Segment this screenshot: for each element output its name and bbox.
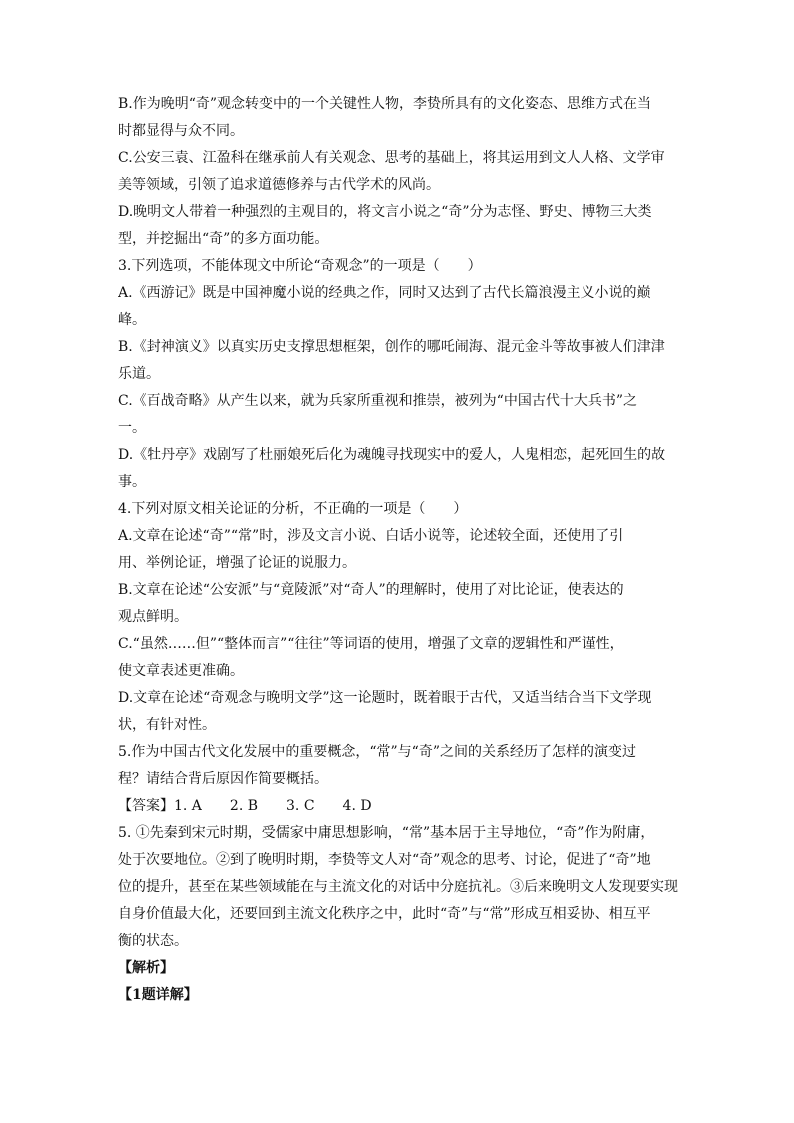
answer-line: 5. ①先秦到宋元时期，受儒家中庸思想影响，“常”基本居于主导地位，“奇”作为附庸， (118, 825, 655, 841)
question-3-stem: 3.下列选项，不能体现文中所论“奇观念”的一项是（ ） (118, 258, 482, 274)
q1-detail-heading: 【1题详解】 (118, 987, 198, 1003)
text-line: 美等领域，引领了追求道德修养与古代学术的风尚。 (118, 177, 440, 193)
text-line: 用、举例论证，增强了论证的说服力。 (118, 555, 356, 571)
question-5-stem: 5.作为中国古代文化发展中的重要概念，“常”与“奇”之间的关系经历了怎样的演变过 (118, 744, 636, 760)
answer-key: 【答案】1. A 2. B 3. C 4. D (118, 798, 372, 814)
text-line: A.《西游记》既是中国神魔小说的经典之作，同时又达到了古代长篇浪漫主义小说的巅 (118, 285, 651, 301)
document-page (118, 91, 690, 1009)
text-line: B.作为晚明“奇”观念转变中的一个关键性人物，李贽所具有的文化姿态、思维方式在当 (118, 96, 652, 112)
text-line: 事。 (118, 474, 146, 490)
analysis-heading: 【解析】 (118, 960, 174, 976)
answer-line: 处于次要地位。②到了晚明时期，李贽等文人对“奇”观念的思考、讨论，促进了“奇”地 (118, 852, 651, 868)
answer-line: 衡的状态。 (118, 933, 188, 949)
question-4-stem: 4.下列对原文相关论证的分析，不正确的一项是（ ） (118, 501, 468, 517)
answer-line: 位的提升，甚至在某些领域能在与主流文化的对话中分庭抗礼。③后来晚明文人发现要实现 (118, 879, 678, 895)
text-line: 使文章表述更准确。 (118, 663, 244, 679)
text-line: 程？请结合背后原因作简要概括。 (118, 771, 328, 787)
text-line: 状，有针对性。 (118, 717, 216, 733)
text-line: 峰。 (118, 312, 146, 328)
text-line: 乐道。 (118, 366, 160, 382)
text-line: C.公安三袁、江盈科在继承前人有关观念、思考的基础上，将其运用到文人人格、文学审 (118, 150, 665, 166)
text-line: D.晚明文人带着一种强烈的主观目的，将文言小说之“奇”分为志怪、野史、博物三大类 (118, 204, 652, 220)
text-line: 型，并挖掘出“奇”的多方面功能。 (118, 231, 329, 247)
text-line: B.文章在论述“公安派”与“竟陵派”对“奇人”的理解时，使用了对比论证，使表达的 (118, 582, 624, 598)
text-line: C.“虽然……但”“整体而言”“往往”等词语的使用，增强了文章的逻辑性和严谨性， (118, 636, 624, 652)
answer-line: 自身价值最大化，还要回到主流文化秩序之中，此时“奇”与“常”形成互相妥协、相互平 (118, 906, 651, 922)
text-line: D.《牡丹亭》戏剧写了杜丽娘死后化为魂魄寻找现实中的爱人，人鬼相恋，起死回生的故 (118, 447, 666, 463)
text-line: 一。 (118, 420, 146, 436)
text-line: C.《百战奇略》从产生以来，就为兵家所重视和推崇，被列为“中国古代十大兵书”之 (118, 393, 637, 409)
text-line: A.文章在论述“奇”“常”时，涉及文言小说、白话小说等，论述较全面，还使用了引 (118, 528, 624, 544)
text-line: 时都显得与众不同。 (118, 123, 244, 139)
text-line: 观点鲜明。 (118, 609, 188, 625)
text-line: B.《封神演义》以真实历史支撑思想框架，创作的哪吒闹海、混元金斗等故事被人们津津 (118, 339, 665, 355)
text-line: D.文章在论述“奇观念与晚明文学”这一论题时，既着眼于古代，又适当结合当下文学现 (118, 690, 652, 706)
